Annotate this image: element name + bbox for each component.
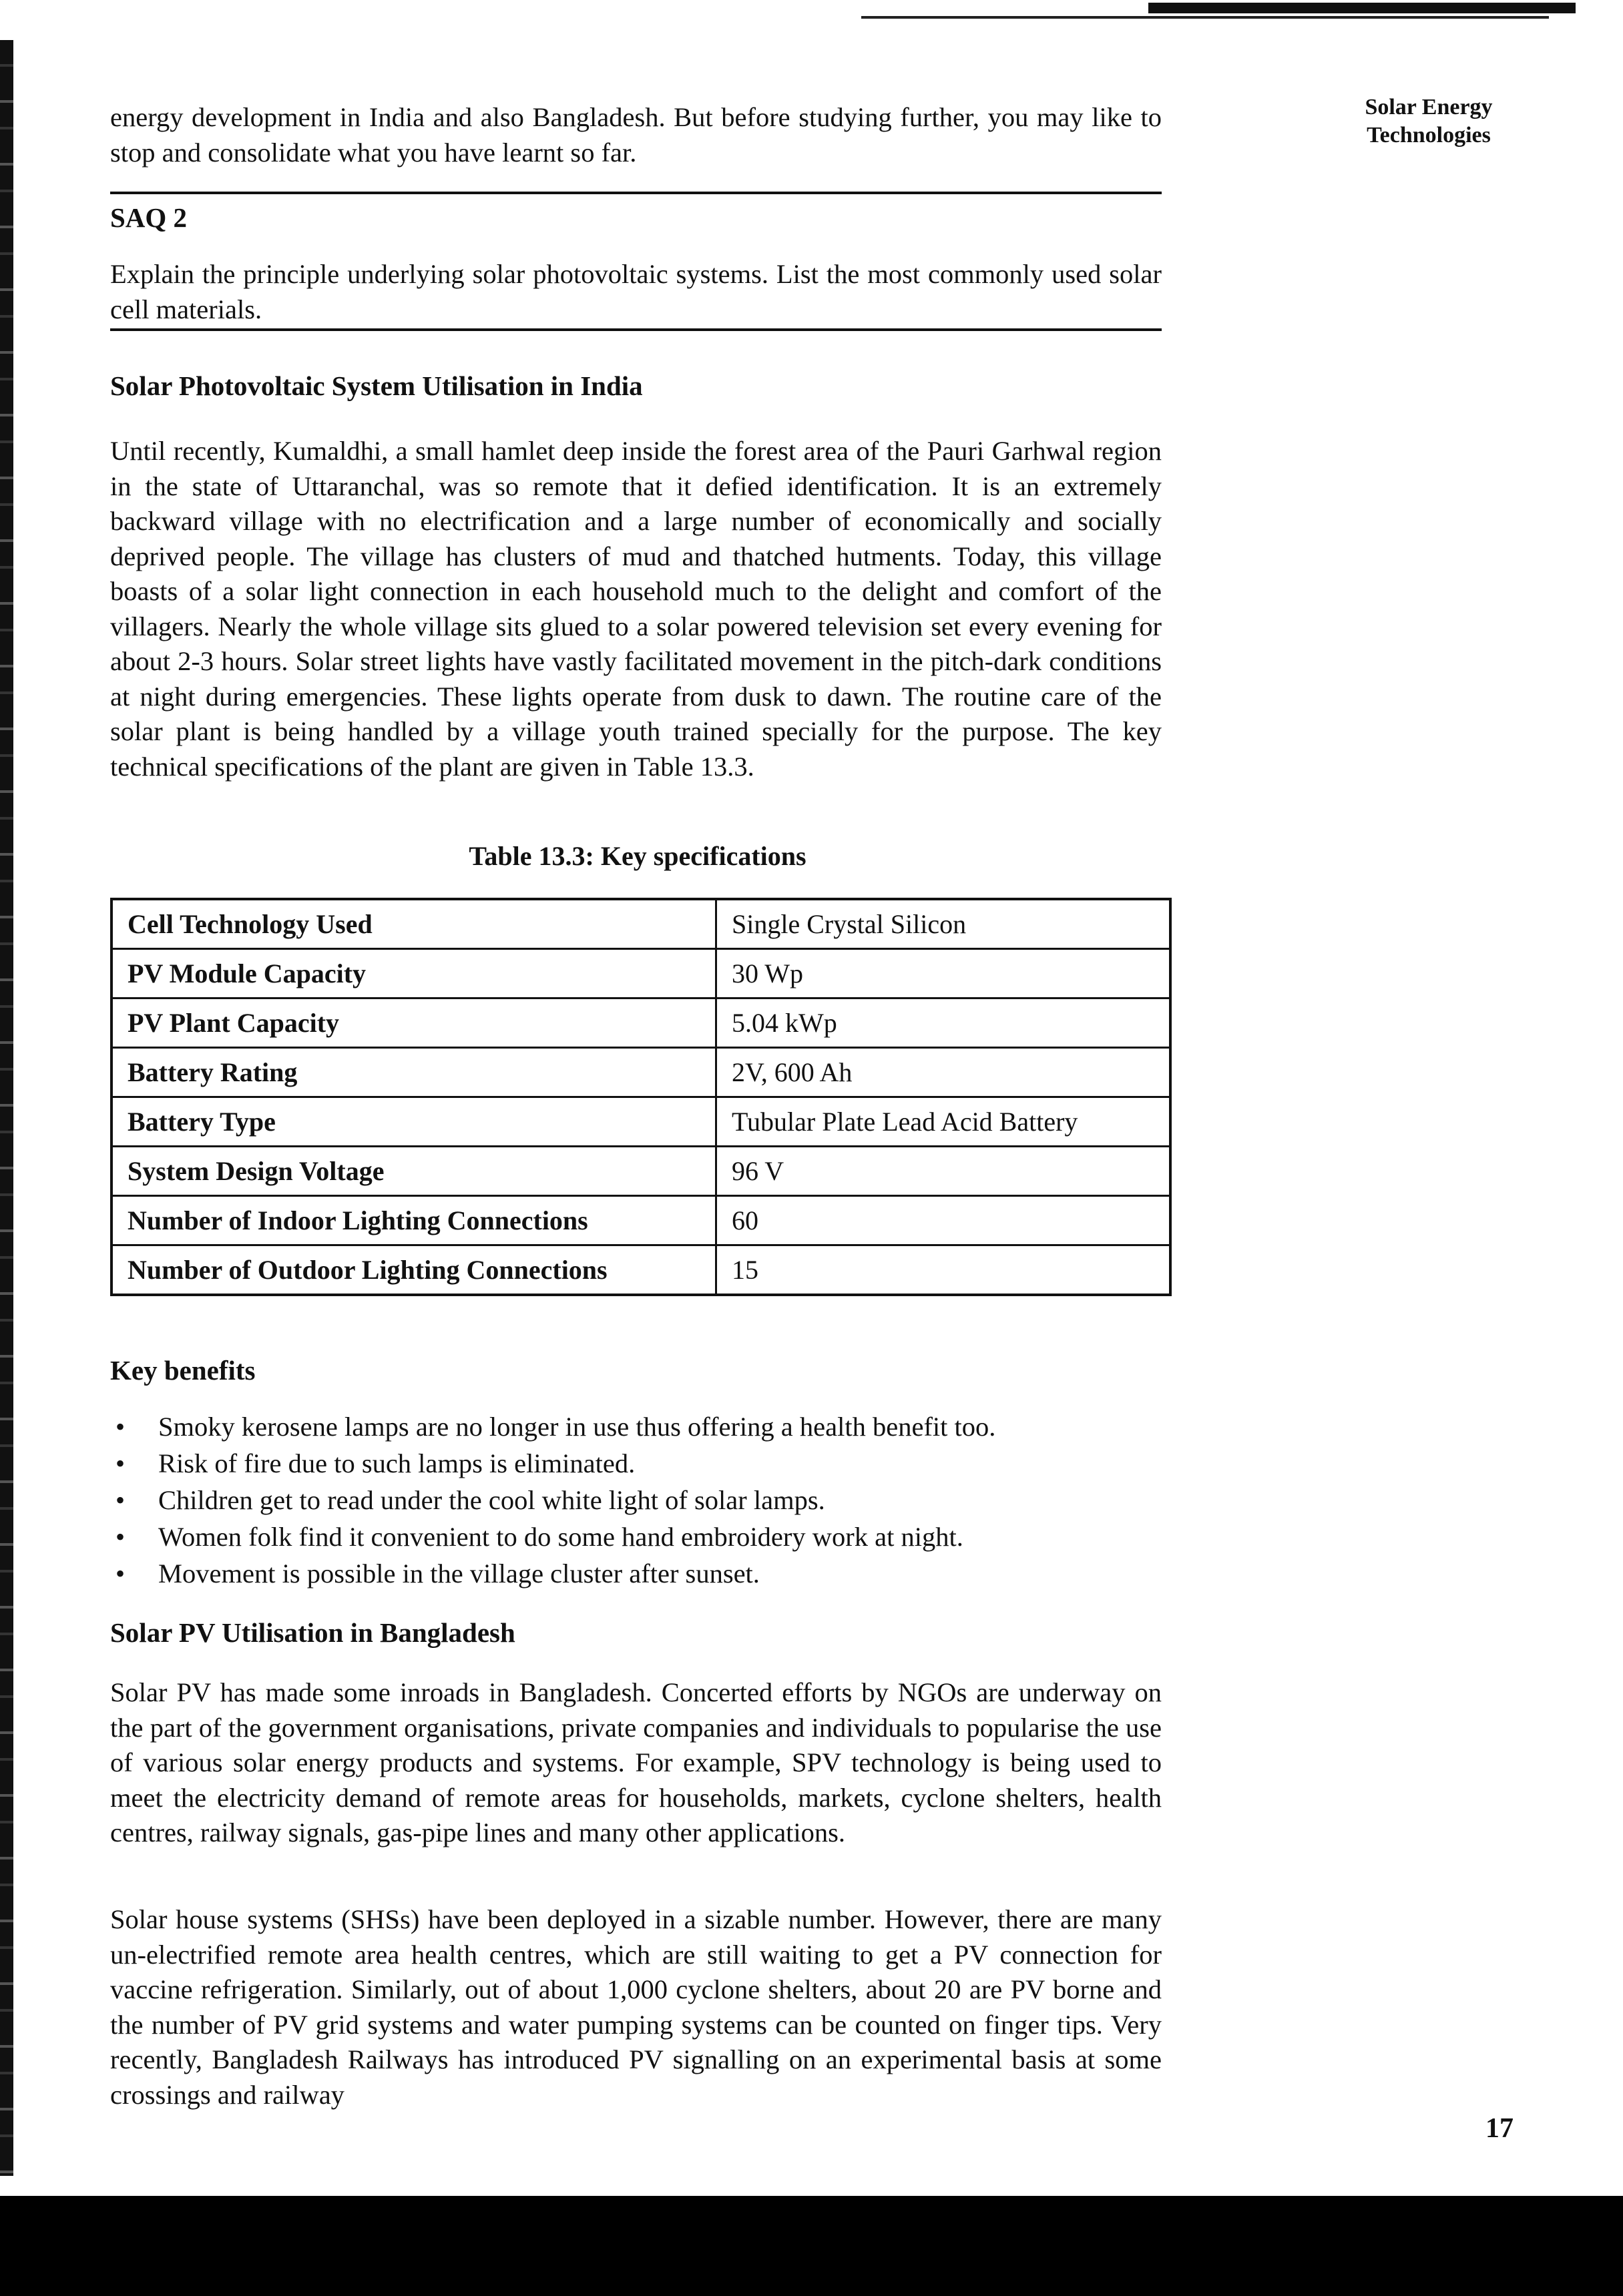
spec-value-cell: Tubular Plate Lead Acid Battery bbox=[716, 1097, 1171, 1147]
scan-bottom-border bbox=[0, 2196, 1623, 2296]
table-row bbox=[111, 1196, 1170, 1245]
spec-label-cell: PV Plant Capacity bbox=[111, 998, 716, 1048]
table-row bbox=[111, 899, 1170, 949]
bangladesh-paragraph1-block bbox=[110, 1675, 1162, 1851]
saq-question-block bbox=[110, 257, 1162, 327]
bullet-icon: • bbox=[115, 1522, 126, 1552]
running-head bbox=[1329, 93, 1529, 150]
specifications-table bbox=[110, 898, 1172, 1296]
spec-value-cell: 30 Wp bbox=[716, 949, 1171, 998]
spec-value-cell: 60 bbox=[716, 1196, 1171, 1245]
spec-label-cell: PV Module Capacity bbox=[111, 949, 716, 998]
table-row bbox=[111, 998, 1170, 1048]
table-row bbox=[111, 1097, 1170, 1147]
bullet-icon: • bbox=[115, 1412, 126, 1442]
benefits-heading-block bbox=[110, 1353, 1162, 1388]
saq-top-rule bbox=[110, 192, 1162, 194]
top-rule-thick bbox=[1148, 3, 1576, 13]
spec-value-cell: 5.04 kWp bbox=[716, 998, 1171, 1048]
india-paragraph-block bbox=[110, 434, 1162, 784]
spec-label-cell: Number of Outdoor Lighting Connections bbox=[111, 1245, 716, 1296]
spec-label-cell: Cell Technology Used bbox=[111, 899, 716, 949]
saq-bottom-rule bbox=[110, 328, 1162, 331]
table-row bbox=[111, 1048, 1170, 1097]
list-item bbox=[110, 1555, 1162, 1592]
list-item bbox=[110, 1482, 1162, 1518]
spec-label-cell: Number of Indoor Lighting Connections bbox=[111, 1196, 716, 1245]
spec-label-cell: Battery Type bbox=[111, 1097, 716, 1147]
list-item-text: Smoky kerosene lamps are no longer in use thus offering a health benefit too. bbox=[158, 1412, 996, 1442]
list-item-text: Women folk find it convenient to do some hand embroidery work at night. bbox=[158, 1522, 963, 1552]
spec-value-cell: Single Crystal Silicon bbox=[716, 899, 1171, 949]
table-row bbox=[111, 949, 1170, 998]
saq-question: Explain the principle underlying solar photovoltaic systems. List the most commonly used solar cell materials. bbox=[110, 259, 1162, 324]
running-head-line2: Technologies bbox=[1367, 123, 1491, 148]
spec-value-cell: 96 V bbox=[716, 1147, 1171, 1196]
bangladesh-paragraph2-block bbox=[110, 1902, 1162, 2112]
list-item-text: Risk of fire due to such lamps is eliminated. bbox=[158, 1448, 636, 1478]
saq-block bbox=[110, 200, 1162, 235]
bullet-icon: • bbox=[115, 1485, 126, 1515]
table-row bbox=[111, 1245, 1170, 1296]
benefits-list bbox=[110, 1408, 1162, 1592]
bangladesh-paragraph-2: Solar house systems (SHSs) have been deployed in a sizable number. However, there are many un-electrified remote area health centres, which are still waiting to get a PV connection for vaccine refrigeration. Similarly, out of about 1,000 cyclone shelters, about 20 are PV borne and the number of PV grid systems and water pumping systems can be counted on finger tips. Very recently, Bangladesh Railways has introduced PV signalling on an experimental basis at some crossings and railway bbox=[110, 1904, 1162, 2110]
india-paragraph: Until recently, Kumaldhi, a small hamlet deep inside the forest area of the Pauri Garhwal region in the state of Uttaranchal, was so remote that it defied identification. It is an extremely backward village with no electrification and a large number of economically and socially deprived people. The village has clusters of mud and thatched hutments. Today, this village boasts of a solar light connection in each household much to the delight and comfort of the villagers. Nearly the whole village sits glued to a solar powered television set every evening for about 2-3 hours. Solar street lights have vastly facilitated movement in the pitch-dark conditions at night during emergencies. These lights operate from dusk to dawn. The routine care of the solar plant is being handled by a village youth trained specially for the purpose. The key technical specifications of the plant are given in Table 13.3. bbox=[110, 436, 1162, 782]
bullet-icon: • bbox=[115, 1558, 126, 1589]
running-head-line1: Solar Energy bbox=[1365, 95, 1493, 119]
bangladesh-section-heading: Solar PV Utilisation in Bangladesh bbox=[110, 1617, 515, 1648]
list-item bbox=[110, 1408, 1162, 1445]
list-item-text: Movement is possible in the village cluster after sunset. bbox=[158, 1558, 760, 1589]
list-item bbox=[110, 1518, 1162, 1555]
bullet-icon: • bbox=[115, 1448, 126, 1478]
bangladesh-heading-block bbox=[110, 1615, 1162, 1650]
spec-label-cell: System Design Voltage bbox=[111, 1147, 716, 1196]
spec-value-cell: 15 bbox=[716, 1245, 1171, 1296]
page-number: 17 bbox=[1485, 2113, 1514, 2144]
india-section-heading: Solar Photovoltaic System Utilisation in India bbox=[110, 370, 643, 401]
spec-value-cell: 2V, 600 Ah bbox=[716, 1048, 1171, 1097]
scan-left-edge bbox=[0, 40, 13, 2176]
bangladesh-paragraph-1: Solar PV has made some inroads in Bangladesh. Concerted efforts by NGOs are underway on the part of the government organisations, private companies and individuals to popularise the use of various solar energy products and systems. For example, SPV technology is being used to meet the electricity demand of remote areas for households, markets, cyclone shelters, health centres, railway signals, gas-pipe lines and many other applications. bbox=[110, 1677, 1162, 1847]
table-row bbox=[111, 1147, 1170, 1196]
india-heading-block bbox=[110, 368, 1162, 403]
intro-block bbox=[110, 100, 1162, 170]
list-item-text: Children get to read under the cool white light of solar lamps. bbox=[158, 1485, 825, 1515]
list-item bbox=[110, 1445, 1162, 1482]
intro-paragraph: energy development in India and also Bangladesh. But before studying further, you may like to stop and consolidate what you have learnt so far. bbox=[110, 102, 1162, 168]
spec-label-cell: Battery Rating bbox=[111, 1048, 716, 1097]
saq-title: SAQ 2 bbox=[110, 202, 188, 233]
table-caption: Table 13.3: Key specifications bbox=[469, 841, 806, 871]
benefits-heading: Key benefits bbox=[110, 1355, 256, 1386]
top-rule bbox=[861, 16, 1549, 19]
